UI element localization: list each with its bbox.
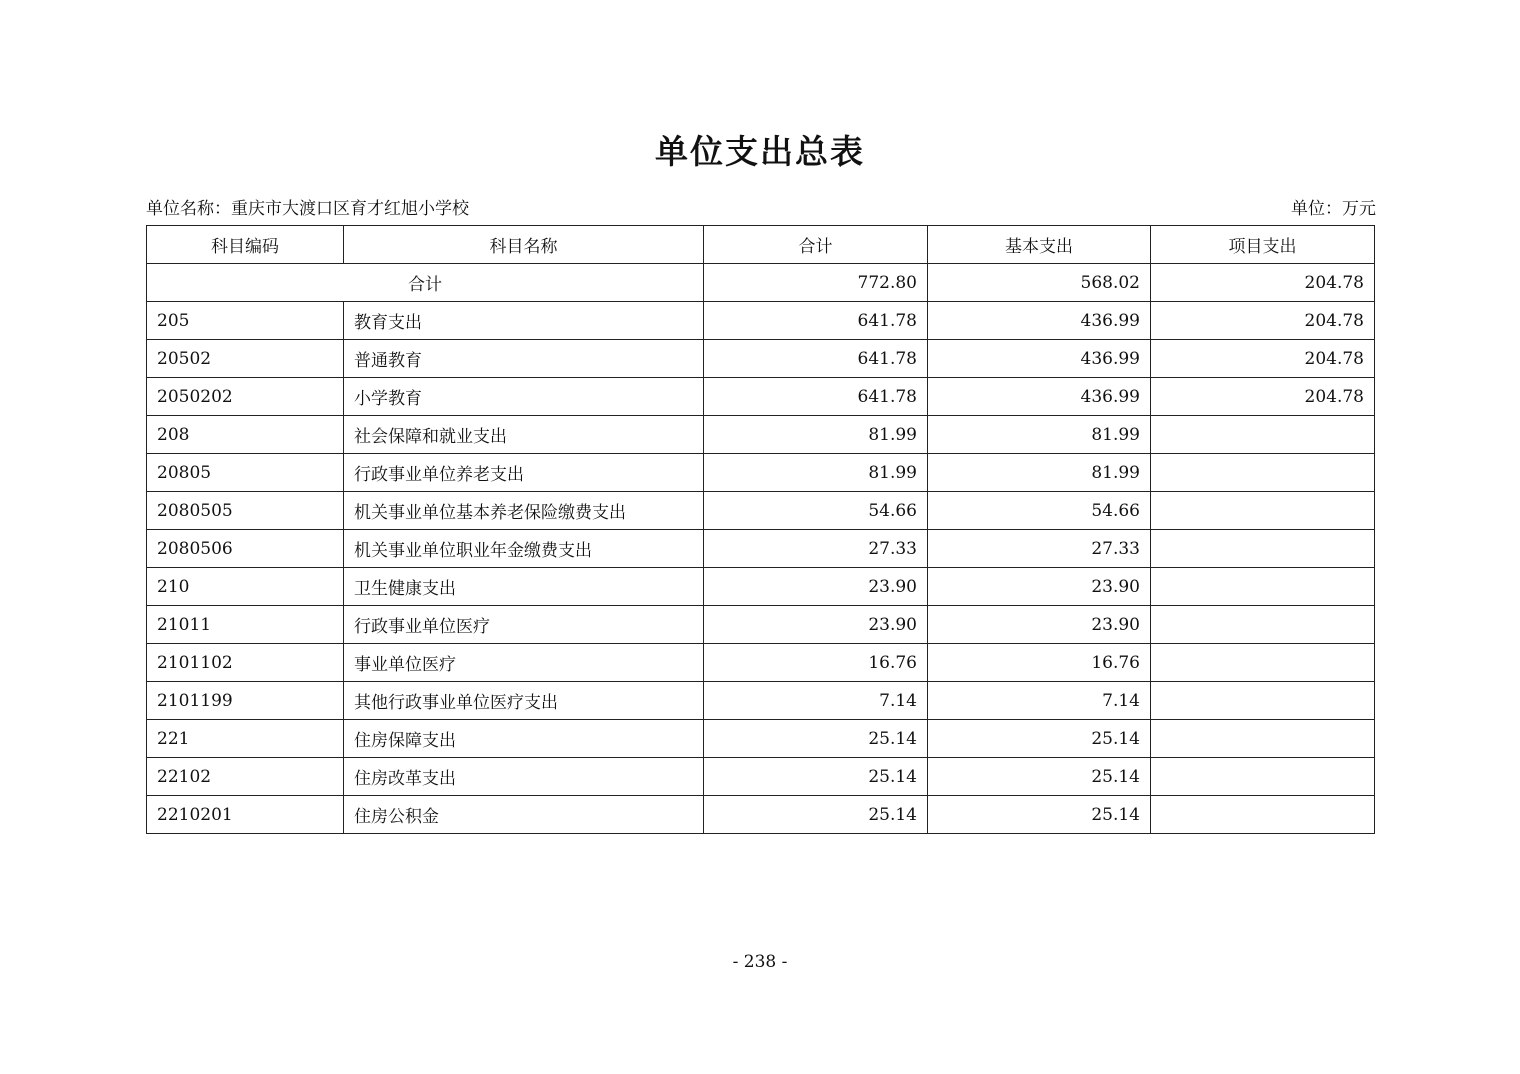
total-row [147, 264, 1375, 302]
header-total: 合计 [704, 226, 928, 264]
row-name: 教育支出 [344, 302, 704, 340]
row-project: 204.78 [1151, 378, 1375, 416]
table-row [147, 644, 1375, 682]
table-row [147, 568, 1375, 606]
row-total: 7.14 [704, 682, 928, 720]
row-code: 2210201 [147, 796, 344, 834]
row-basic: 436.99 [928, 340, 1151, 378]
table-row [147, 492, 1375, 530]
row-project [1151, 644, 1375, 682]
row-basic: 436.99 [928, 378, 1151, 416]
expenditure-table [146, 225, 1375, 834]
total-label: 合计 [147, 264, 704, 302]
page-number: - 238 - [732, 952, 788, 972]
table-header-row [147, 226, 1375, 264]
row-basic: 7.14 [928, 682, 1151, 720]
row-total: 641.78 [704, 302, 928, 340]
row-basic: 81.99 [928, 454, 1151, 492]
table-row [147, 758, 1375, 796]
row-basic: 27.33 [928, 530, 1151, 568]
table-row [147, 378, 1375, 416]
currency-unit: 单位：万元 [1291, 199, 1376, 219]
row-name: 行政事业单位养老支出 [344, 454, 704, 492]
row-project [1151, 796, 1375, 834]
row-code: 2101199 [147, 682, 344, 720]
row-project [1151, 682, 1375, 720]
row-project: 204.78 [1151, 302, 1375, 340]
row-name: 住房公积金 [344, 796, 704, 834]
row-basic: 25.14 [928, 720, 1151, 758]
row-code: 20805 [147, 454, 344, 492]
row-code: 21011 [147, 606, 344, 644]
row-project [1151, 416, 1375, 454]
row-total: 25.14 [704, 758, 928, 796]
row-name: 机关事业单位职业年金缴费支出 [344, 530, 704, 568]
row-code: 210 [147, 568, 344, 606]
row-basic: 81.99 [928, 416, 1151, 454]
header-code: 科目编码 [147, 226, 344, 264]
row-name: 行政事业单位医疗 [344, 606, 704, 644]
row-code: 2101102 [147, 644, 344, 682]
table-row [147, 720, 1375, 758]
row-code: 205 [147, 302, 344, 340]
table-row [147, 606, 1375, 644]
row-basic: 25.14 [928, 796, 1151, 834]
row-total: 54.66 [704, 492, 928, 530]
row-code: 208 [147, 416, 344, 454]
row-code: 2080506 [147, 530, 344, 568]
row-code: 22102 [147, 758, 344, 796]
table-row [147, 340, 1375, 378]
table-row [147, 416, 1375, 454]
row-total: 641.78 [704, 378, 928, 416]
row-project [1151, 758, 1375, 796]
table-row [147, 796, 1375, 834]
row-project [1151, 720, 1375, 758]
row-project [1151, 606, 1375, 644]
header-project: 项目支出 [1151, 226, 1375, 264]
row-total: 23.90 [704, 568, 928, 606]
row-total: 25.14 [704, 720, 928, 758]
row-total: 81.99 [704, 416, 928, 454]
row-project [1151, 454, 1375, 492]
table-row [147, 302, 1375, 340]
row-total: 25.14 [704, 796, 928, 834]
row-name: 普通教育 [344, 340, 704, 378]
row-total: 641.78 [704, 340, 928, 378]
row-project: 204.78 [1151, 340, 1375, 378]
row-code: 221 [147, 720, 344, 758]
total-sum: 772.80 [704, 264, 928, 302]
header-basic: 基本支出 [928, 226, 1151, 264]
total-basic: 568.02 [928, 264, 1151, 302]
row-name: 住房保障支出 [344, 720, 704, 758]
total-project: 204.78 [1151, 264, 1375, 302]
row-name: 卫生健康支出 [344, 568, 704, 606]
row-basic: 16.76 [928, 644, 1151, 682]
page-title: 单位支出总表 [655, 132, 865, 171]
table-meta [146, 196, 1376, 222]
row-project [1151, 492, 1375, 530]
row-total: 81.99 [704, 454, 928, 492]
row-name: 机关事业单位基本养老保险缴费支出 [344, 492, 704, 530]
row-name: 社会保障和就业支出 [344, 416, 704, 454]
row-name: 小学教育 [344, 378, 704, 416]
row-code: 2080505 [147, 492, 344, 530]
row-code: 20502 [147, 340, 344, 378]
row-name: 住房改革支出 [344, 758, 704, 796]
table-row [147, 530, 1375, 568]
table-row [147, 454, 1375, 492]
row-basic: 436.99 [928, 302, 1151, 340]
row-name: 其他行政事业单位医疗支出 [344, 682, 704, 720]
row-name: 事业单位医疗 [344, 644, 704, 682]
row-total: 23.90 [704, 606, 928, 644]
row-basic: 23.90 [928, 606, 1151, 644]
row-total: 16.76 [704, 644, 928, 682]
row-total: 27.33 [704, 530, 928, 568]
row-basic: 25.14 [928, 758, 1151, 796]
table-row [147, 682, 1375, 720]
row-project [1151, 568, 1375, 606]
row-basic: 23.90 [928, 568, 1151, 606]
row-basic: 54.66 [928, 492, 1151, 530]
header-name: 科目名称 [344, 226, 704, 264]
row-project [1151, 530, 1375, 568]
row-code: 2050202 [147, 378, 344, 416]
unit-name: 单位名称：重庆市大渡口区育才红旭小学校 [146, 199, 469, 219]
